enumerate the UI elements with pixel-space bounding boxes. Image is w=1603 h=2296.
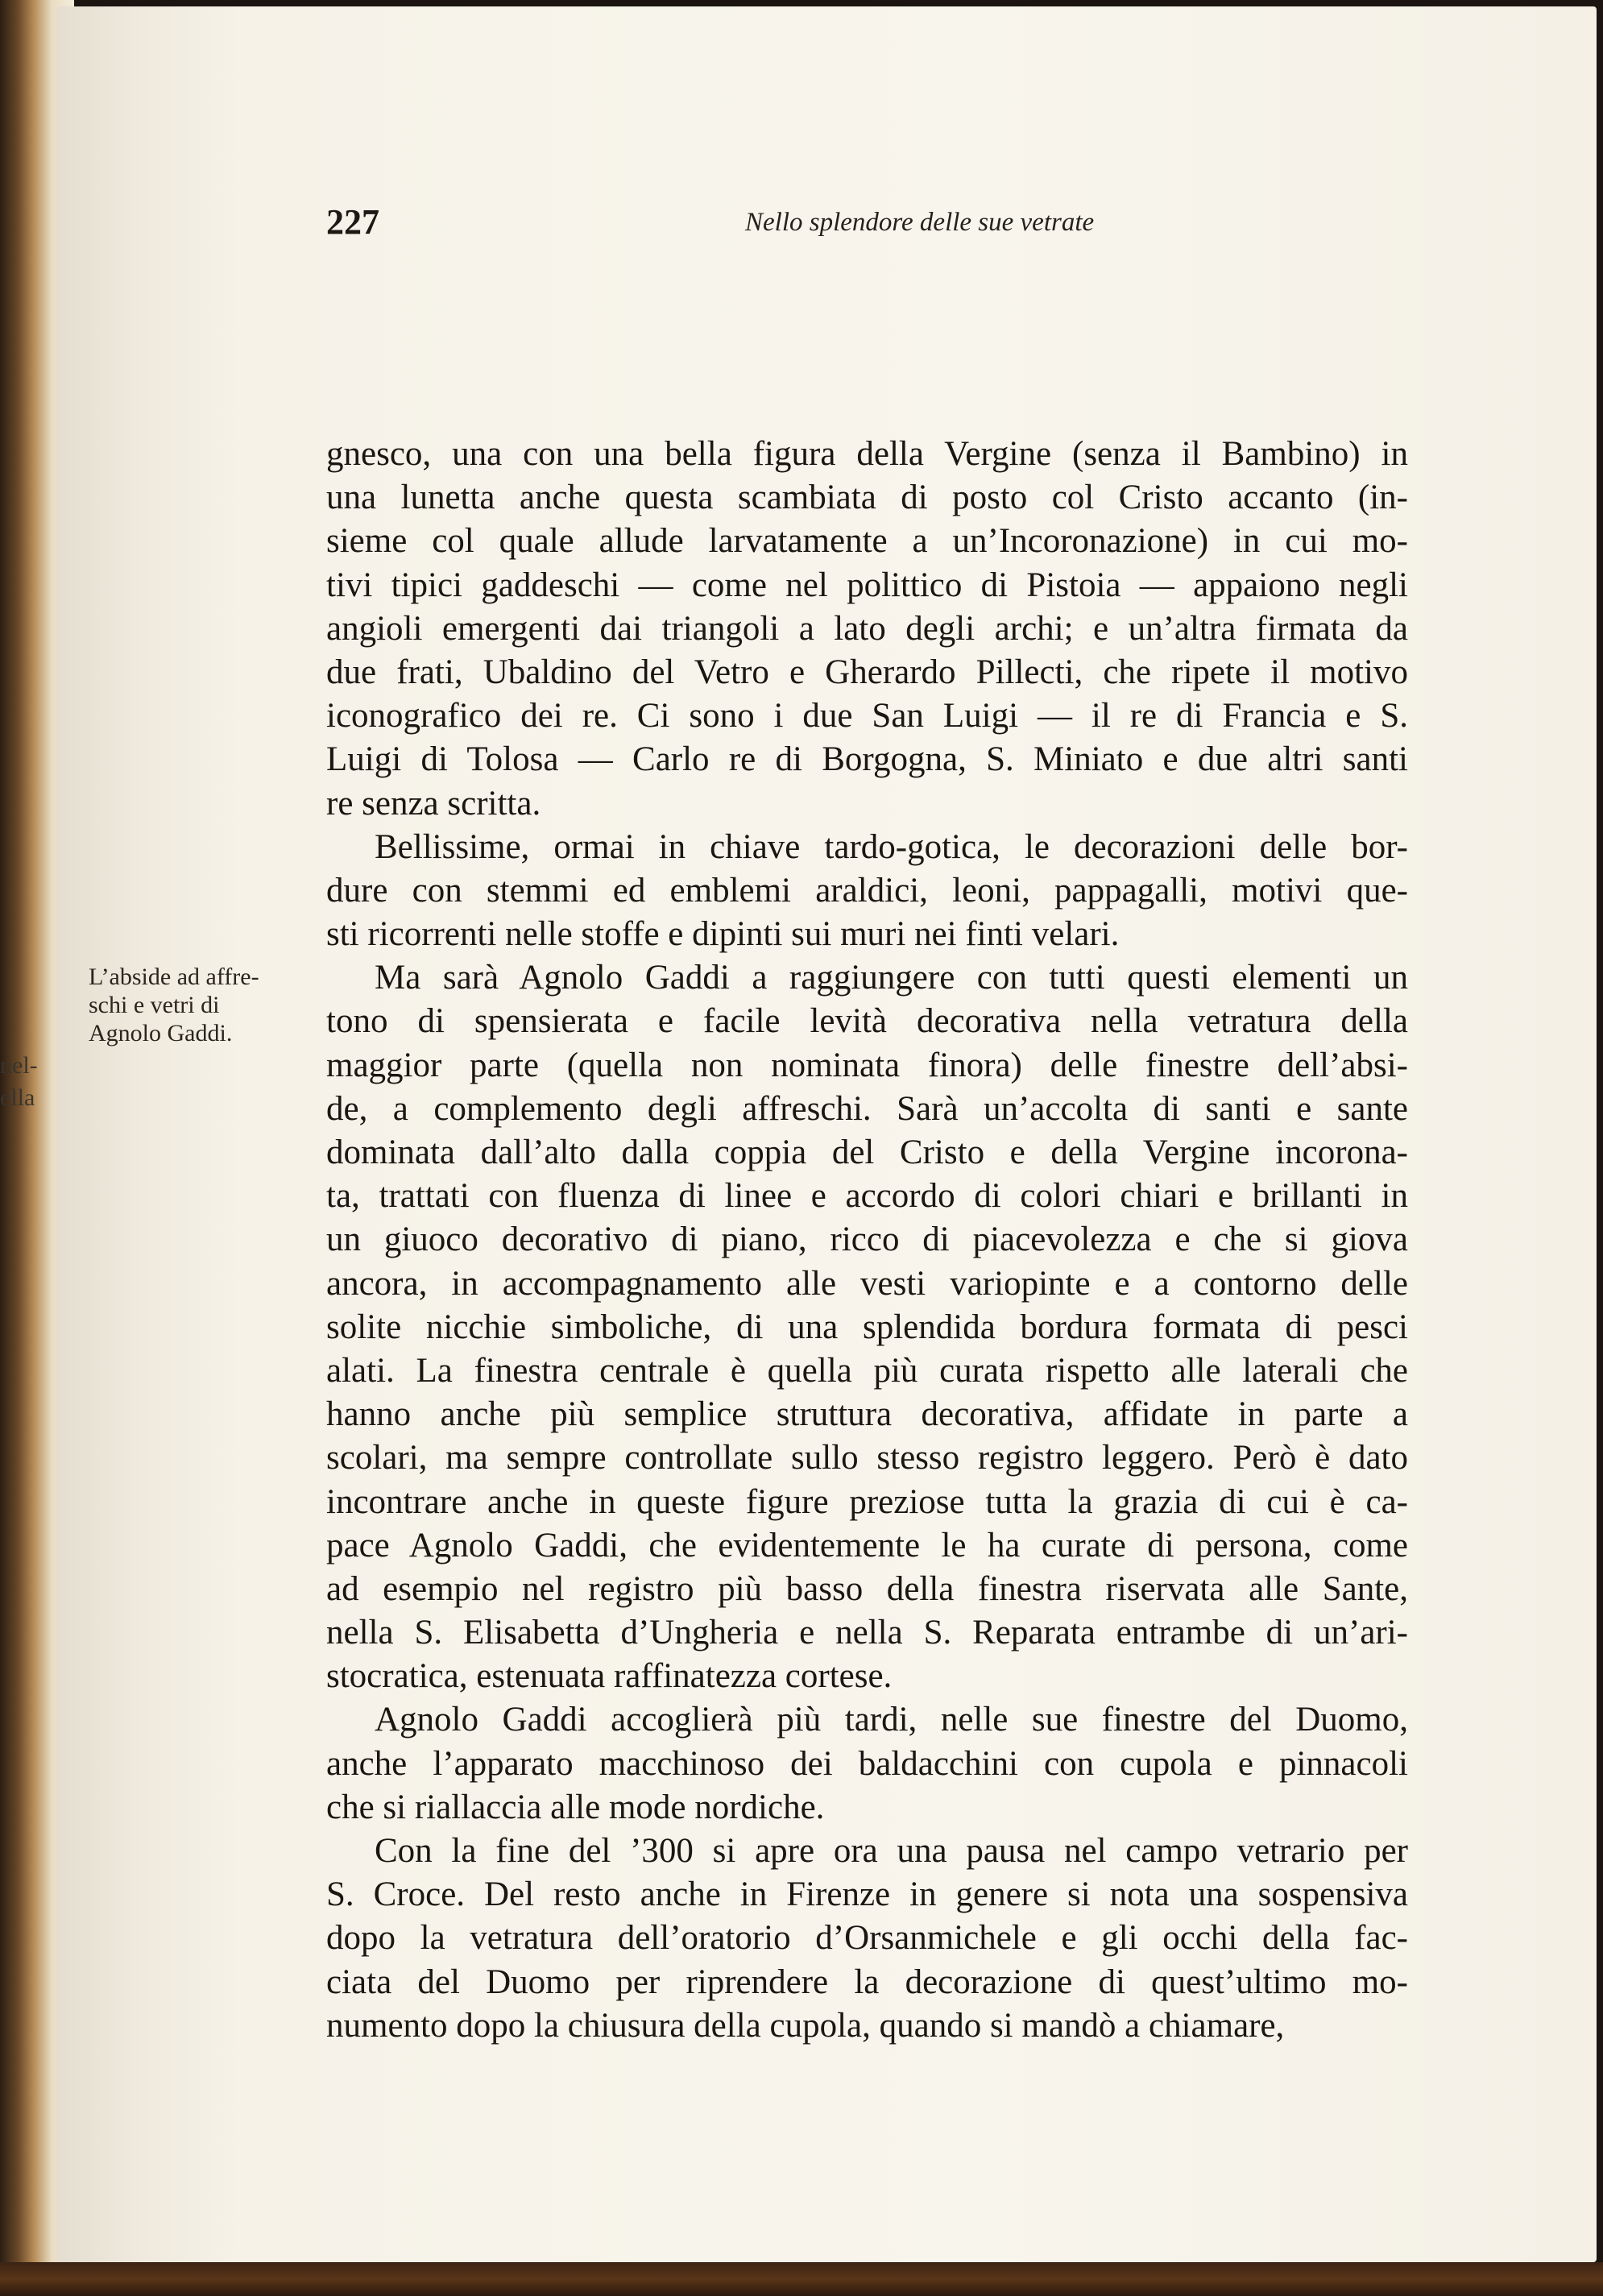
text-line: nella S. Elisabetta d’Ungheria e nella S. Reparata entrambe di un’ari- <box>326 1614 1408 1652</box>
text-line: Ma sarà Agnolo Gaddi a raggiungere con tutti questi elementi un <box>375 959 1408 997</box>
margin-note-line: Agnolo Gaddi. <box>89 1020 233 1046</box>
text-line: che si riallaccia alle mode nordiche. <box>326 1788 825 1826</box>
paragraph <box>326 1698 1408 1830</box>
body-text <box>326 433 1408 2048</box>
page-header <box>326 201 1406 250</box>
text-line: Agnolo Gaddi accoglierà più tardi, nelle sue finestre del Duomo, <box>375 1701 1408 1739</box>
bottom-cover-edge <box>0 2262 1603 2296</box>
text-line: S. Croce. Del resto anche in Firenze in genere si nota una sospensiva <box>326 1875 1408 1914</box>
text-line: ciata del Duomo per riprendere la decorazione di quest’ultimo mo- <box>326 1962 1408 2001</box>
text-line: tono di spensierata e facile levità decorativa nella vetratura della <box>326 1002 1408 1041</box>
text-line: dominata dall’alto dalla coppia del Cristo e della Vergine incorona- <box>326 1133 1408 1171</box>
text-line: gnesco, una con una bella figura della Vergine (senza il Bambino) in <box>326 435 1408 473</box>
text-line: numento dopo la chiusura della cupola, quando si mandò a chiamare, <box>326 2006 1285 2045</box>
text-line: Bellissime, ormai in chiave tardo-gotica, le decorazioni delle bor- <box>375 827 1408 866</box>
text-line: Luigi di Tolosa — Carlo re di Borgogna, S. Miniato e due altri santi <box>326 740 1408 779</box>
text-line: iconografico dei re. Ci sono i due San Luigi — il re di Francia e S. <box>326 697 1408 736</box>
text-line: hanno anche più semplice struttura decorativa, affidate in parte a <box>326 1395 1408 1434</box>
running-title: Nello splendore delle sue vetrate <box>745 208 1095 237</box>
text-line: anche l’apparato macchinoso dei baldacchini con cupola e pinnacoli <box>326 1744 1408 1783</box>
text-line: una lunetta anche questa scambiata di posto col Cristo accanto (in- <box>326 479 1408 517</box>
left-page-bleed-line-2: ella <box>0 1084 35 1111</box>
text-line: re senza scritta. <box>326 784 541 823</box>
margin-note-line: L’abside ad affre- <box>89 964 259 990</box>
margin-note <box>89 963 282 1047</box>
text-line: ta, trattati con fluenza di linee e accordo di colori chiari e brillanti in <box>326 1177 1408 1216</box>
text-line: due frati, Ubaldino del Vetro e Gherardo Pillecti, che ripete il motivo <box>326 653 1408 691</box>
paragraph <box>326 956 1408 1698</box>
text-line: alati. La finestra centrale è quella più curata rispetto alle laterali che <box>326 1351 1408 1390</box>
page-number: 227 <box>326 202 379 242</box>
text-line: maggior parte (quella non nominata finora) delle finestre dell’absi- <box>326 1046 1408 1084</box>
text-line: solite nicchie simboliche, di una splendida bordura formata di pesci <box>326 1308 1408 1346</box>
text-line: angioli emergenti dai triangoli a lato degli archi; e un’altra firmata da <box>326 609 1408 648</box>
paragraph <box>326 433 1408 826</box>
text-line: ad esempio nel registro più basso della finestra riservata alle Sante, <box>326 1569 1408 1608</box>
text-line: de, a complemento degli affreschi. Sarà un’accolta di santi e sante <box>326 1089 1408 1128</box>
paragraph <box>326 826 1408 957</box>
text-line: dopo la vetratura dell’oratorio d’Orsanmichele e gli occhi della fac- <box>326 1919 1408 1958</box>
text-line: incontrare anche in queste figure preziose tutta la grazia di cui è ca- <box>326 1482 1408 1521</box>
paragraph <box>326 1830 1408 2048</box>
text-line: un giuoco decorativo di piano, ricco di piacevolezza e che si giova <box>326 1221 1408 1259</box>
text-line: stocratica, estenuata raffinatezza cortese. <box>326 1657 893 1696</box>
text-line: tivi tipici gaddeschi — come nel polittico di Pistoia — appaiono negli <box>326 566 1408 604</box>
text-line: pace Agnolo Gaddi, che evidentemente le ha curate di persona, come <box>326 1526 1408 1565</box>
text-line: sieme col quale allude larvatamente a un’Incoronazione) in cui mo- <box>326 522 1408 561</box>
text-line: ancora, in accompagnamento alle vesti variopinte e a contorno delle <box>326 1264 1408 1303</box>
text-line: scolari, ma sempre controllate sullo stesso registro leggero. Però è dato <box>326 1439 1408 1477</box>
left-page-bleed-line-1: nel- <box>0 1052 38 1079</box>
margin-note-line: schi e vetri di <box>89 992 220 1018</box>
text-line: Con la fine del ’300 si apre ora una pausa nel campo vetrario per <box>375 1832 1408 1870</box>
text-line: sti ricorrenti nelle stoffe e dipinti sui muri nei finti velari. <box>326 915 1120 954</box>
text-line: dure con stemmi ed emblemi araldici, leoni, pappagalli, motivi que- <box>326 871 1408 910</box>
